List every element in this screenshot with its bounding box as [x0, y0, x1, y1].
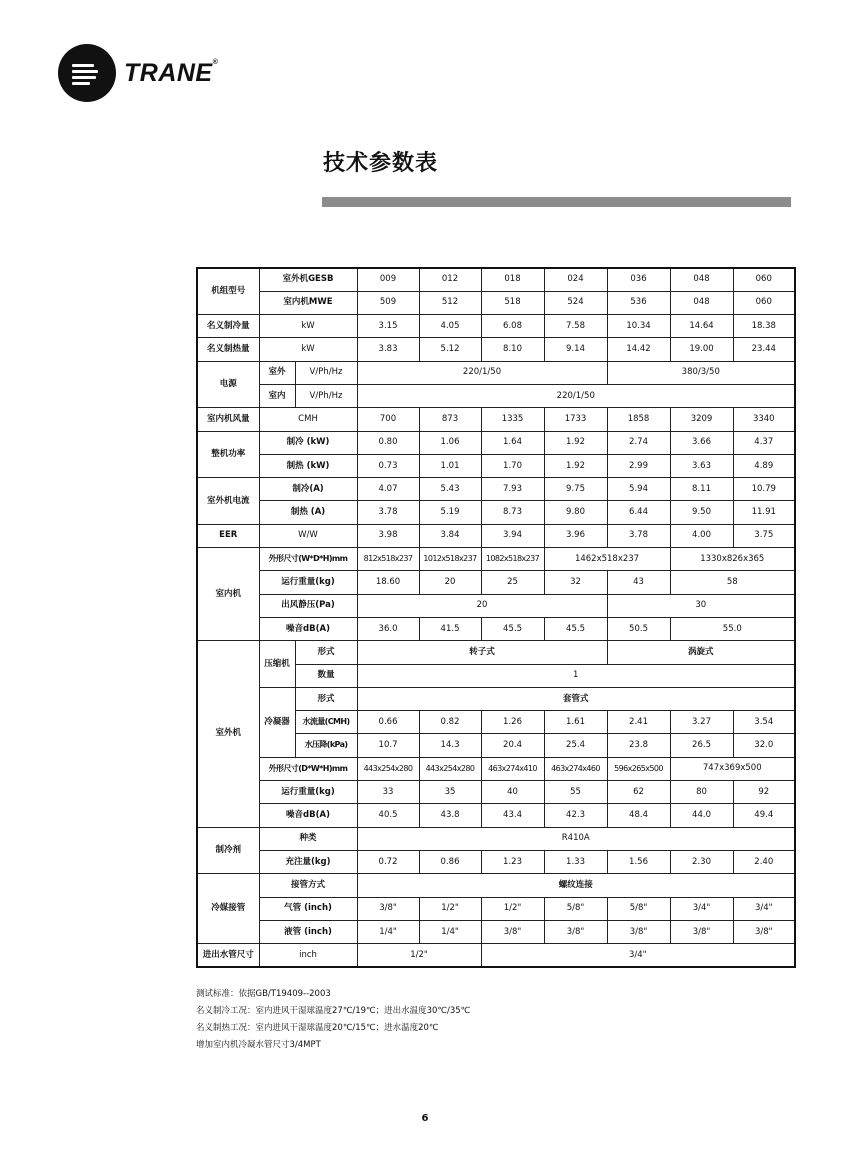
- table-row: [197, 268, 795, 291]
- table-cell: 1.26: [481, 711, 544, 734]
- table-cell: 1.61: [544, 711, 607, 734]
- table-cell: 220/1/50: [357, 361, 607, 384]
- table-row: [197, 571, 795, 594]
- row-label: 外形尺寸(W*D*H)mm: [259, 548, 357, 571]
- table-cell: 1.92: [544, 431, 607, 454]
- note-line: 名义制冷工况：室内进风干湿球温度27℃/19℃；进出水温度30℃/35℃: [196, 1006, 471, 1016]
- row-group-label: 室外机电流: [197, 478, 259, 525]
- table-cell: 14.64: [670, 315, 733, 338]
- table-row: [197, 431, 795, 454]
- row-group-label: 冷媒接管: [197, 874, 259, 944]
- table-cell: 25.4: [544, 734, 607, 757]
- table-row: [197, 315, 795, 338]
- table-cell: 26.5: [670, 734, 733, 757]
- table-cell: 10.79: [733, 478, 795, 501]
- table-cell: 43.4: [481, 804, 544, 827]
- table-cell: 10.34: [607, 315, 670, 338]
- row-unit: V/Ph/Hz: [295, 384, 357, 407]
- row-label: 水压降(kPa): [295, 734, 357, 757]
- row-label: 运行重量(kg): [259, 781, 357, 804]
- table-cell: 30: [607, 594, 795, 617]
- table-cell: 4.07: [357, 478, 419, 501]
- table-cell: 536: [607, 291, 670, 314]
- table-cell: 18.60: [357, 571, 419, 594]
- table-cell: 0.72: [357, 850, 419, 873]
- table-cell: 92: [733, 781, 795, 804]
- spec-table: [196, 267, 796, 968]
- table-cell: 3.96: [544, 524, 607, 547]
- table-cell: 19.00: [670, 338, 733, 361]
- table-cell: 80: [670, 781, 733, 804]
- table-cell: 060: [733, 268, 795, 291]
- table-row: [197, 874, 795, 897]
- table-row: [197, 548, 795, 571]
- row-label: 接管方式: [259, 874, 357, 897]
- table-cell: 涡旋式: [607, 641, 795, 664]
- table-cell: 3.78: [357, 501, 419, 524]
- table-cell: 4.89: [733, 454, 795, 477]
- table-row: [197, 617, 795, 640]
- table-cell: 转子式: [357, 641, 607, 664]
- row-label: 室内: [259, 384, 295, 407]
- table-cell: 1: [357, 664, 795, 687]
- table-cell: 1/4": [357, 920, 419, 943]
- table-cell: 0.80: [357, 431, 419, 454]
- table-cell: 8.73: [481, 501, 544, 524]
- table-cell: 20: [357, 594, 607, 617]
- table-cell: 1335: [481, 408, 544, 431]
- table-cell: 2.74: [607, 431, 670, 454]
- table-cell: 3/4": [733, 897, 795, 920]
- row-group-label: 制冷剂: [197, 827, 259, 874]
- table-cell: 49.4: [733, 804, 795, 827]
- row-group-label: 机组型号: [197, 268, 259, 315]
- table-row: [197, 850, 795, 873]
- row-unit: kW: [259, 315, 357, 338]
- table-cell: 23.44: [733, 338, 795, 361]
- table-cell: 23.8: [607, 734, 670, 757]
- table-row: [197, 524, 795, 547]
- table-cell: 3/8": [733, 920, 795, 943]
- table-cell: 380/3/50: [607, 361, 795, 384]
- table-cell: 509: [357, 291, 419, 314]
- table-cell: 3/4": [670, 897, 733, 920]
- row-label: 制冷(A): [259, 478, 357, 501]
- table-cell: 1012x518x237: [419, 548, 481, 571]
- table-cell: 3.83: [357, 338, 419, 361]
- row-group-label: 室内机风量: [197, 408, 259, 431]
- table-cell: 43: [607, 571, 670, 594]
- row-label: 数量: [295, 664, 357, 687]
- table-row: [197, 361, 795, 384]
- table-cell: 220/1/50: [357, 384, 795, 407]
- table-cell: 10.7: [357, 734, 419, 757]
- row-label: 制热 (A): [259, 501, 357, 524]
- table-cell: 1.01: [419, 454, 481, 477]
- table-row: [197, 897, 795, 920]
- table-cell: 62: [607, 781, 670, 804]
- table-cell: 3/8": [544, 920, 607, 943]
- table-cell: 40.5: [357, 804, 419, 827]
- title-rule: [322, 197, 791, 207]
- table-cell: 55.0: [670, 617, 795, 640]
- table-cell: 5/8": [544, 897, 607, 920]
- table-cell: 6.08: [481, 315, 544, 338]
- table-cell: 5.94: [607, 478, 670, 501]
- table-cell: 3209: [670, 408, 733, 431]
- row-label: 室内机MWE: [259, 291, 357, 314]
- table-cell: 873: [419, 408, 481, 431]
- brand-name: TRANE®: [124, 58, 219, 87]
- table-cell: 443x254x280: [357, 757, 419, 780]
- table-cell: 1/2": [481, 897, 544, 920]
- table-cell: 1/4": [419, 920, 481, 943]
- trane-logo: [58, 44, 218, 102]
- table-cell: 1462x518x237: [544, 548, 670, 571]
- row-label: 气管 (inch): [259, 897, 357, 920]
- row-label: 充注量(kg): [259, 850, 357, 873]
- row-group-label: 室内机: [197, 548, 259, 641]
- row-unit: CMH: [259, 408, 357, 431]
- table-cell: 5.43: [419, 478, 481, 501]
- table-cell: 3.66: [670, 431, 733, 454]
- row-label: 压缩机: [259, 641, 295, 688]
- page-title: 技术参数表: [323, 151, 439, 176]
- table-cell: 20: [419, 571, 481, 594]
- table-row: [197, 757, 795, 780]
- table-cell: 048: [670, 268, 733, 291]
- table-cell: 2.99: [607, 454, 670, 477]
- row-unit: V/Ph/Hz: [295, 361, 357, 384]
- table-row: [197, 501, 795, 524]
- table-cell: 3/8": [670, 920, 733, 943]
- table-cell: 9.80: [544, 501, 607, 524]
- table-cell: 018: [481, 268, 544, 291]
- note-line: 测试标准：依据GB/T19409--2003: [196, 989, 331, 999]
- table-cell: 3.27: [670, 711, 733, 734]
- table-cell: 0.73: [357, 454, 419, 477]
- table-cell: 20.4: [481, 734, 544, 757]
- row-group-label: 进出水管尺寸: [197, 944, 259, 967]
- row-label: 运行重量(kg): [259, 571, 357, 594]
- table-cell: 5.19: [419, 501, 481, 524]
- table-cell: 9.50: [670, 501, 733, 524]
- table-cell: 2.41: [607, 711, 670, 734]
- table-cell: 45.5: [481, 617, 544, 640]
- table-cell: 5.12: [419, 338, 481, 361]
- table-cell: 012: [419, 268, 481, 291]
- row-label: 形式: [295, 687, 357, 710]
- row-label: 室外: [259, 361, 295, 384]
- table-cell: 25: [481, 571, 544, 594]
- table-cell: 1858: [607, 408, 670, 431]
- row-label: 制冷 (kW): [259, 431, 357, 454]
- table-row: [197, 594, 795, 617]
- table-row: [197, 827, 795, 850]
- table-cell: 2.30: [670, 850, 733, 873]
- row-label: 液管 (inch): [259, 920, 357, 943]
- table-cell: 1.70: [481, 454, 544, 477]
- table-cell: 3.84: [419, 524, 481, 547]
- table-cell: 40: [481, 781, 544, 804]
- table-cell: 14.3: [419, 734, 481, 757]
- table-cell: 32: [544, 571, 607, 594]
- table-cell: 螺纹连接: [357, 874, 795, 897]
- table-row: [197, 804, 795, 827]
- trane-logo-icon: [58, 44, 116, 102]
- table-cell: R410A: [357, 827, 795, 850]
- table-cell: 9.75: [544, 478, 607, 501]
- table-cell: 3.63: [670, 454, 733, 477]
- table-cell: 1/2": [357, 944, 481, 967]
- table-cell: 41.5: [419, 617, 481, 640]
- table-cell: 8.11: [670, 478, 733, 501]
- table-cell: 812x518x237: [357, 548, 419, 571]
- table-cell: 1082x518x237: [481, 548, 544, 571]
- row-label: 出风静压(Pa): [259, 594, 357, 617]
- table-cell: 463x274x410: [481, 757, 544, 780]
- row-group-label: 名义制热量: [197, 338, 259, 361]
- note-line: 增加室内机冷凝水管尺寸3/4MPT: [196, 1040, 321, 1050]
- table-cell: 1.92: [544, 454, 607, 477]
- row-label: 噪音dB(A): [259, 804, 357, 827]
- table-cell: 1330x826x365: [670, 548, 795, 571]
- row-label: 制热 (kW): [259, 454, 357, 477]
- table-cell: 7.93: [481, 478, 544, 501]
- table-cell: 0.86: [419, 850, 481, 873]
- table-cell: 3/8": [357, 897, 419, 920]
- table-cell: 3.54: [733, 711, 795, 734]
- row-label: 噪音dB(A): [259, 617, 357, 640]
- table-cell: 3.98: [357, 524, 419, 547]
- table-cell: 5/8": [607, 897, 670, 920]
- table-row: [197, 641, 795, 664]
- table-row: [197, 687, 795, 710]
- table-cell: 4.05: [419, 315, 481, 338]
- table-cell: 3/8": [607, 920, 670, 943]
- table-cell: 18.38: [733, 315, 795, 338]
- table-cell: 14.42: [607, 338, 670, 361]
- table-row: [197, 920, 795, 943]
- row-label: 室外机GESB: [259, 268, 357, 291]
- table-cell: 35: [419, 781, 481, 804]
- table-cell: 32.0: [733, 734, 795, 757]
- table-cell: 009: [357, 268, 419, 291]
- table-cell: 36.0: [357, 617, 419, 640]
- table-row: [197, 384, 795, 407]
- row-group-label: EER: [197, 524, 259, 547]
- table-row: [197, 944, 795, 967]
- table-cell: 0.66: [357, 711, 419, 734]
- table-cell: 4.00: [670, 524, 733, 547]
- table-cell: 0.82: [419, 711, 481, 734]
- table-cell: 3.75: [733, 524, 795, 547]
- table-cell: 套管式: [357, 687, 795, 710]
- table-cell: 596x265x500: [607, 757, 670, 780]
- table-cell: 58: [670, 571, 795, 594]
- row-label: 形式: [295, 641, 357, 664]
- table-cell: 700: [357, 408, 419, 431]
- table-cell: 048: [670, 291, 733, 314]
- table-cell: 33: [357, 781, 419, 804]
- row-label: 外形尺寸(D*W*H)mm: [259, 757, 357, 780]
- table-cell: 1733: [544, 408, 607, 431]
- table-row: [197, 454, 795, 477]
- table-cell: 11.91: [733, 501, 795, 524]
- table-cell: 7.58: [544, 315, 607, 338]
- row-label: 水流量(CMH): [295, 711, 357, 734]
- row-unit: inch: [259, 944, 357, 967]
- table-cell: 1.06: [419, 431, 481, 454]
- table-cell: 1/2": [419, 897, 481, 920]
- table-cell: 55: [544, 781, 607, 804]
- table-row: [197, 338, 795, 361]
- table-cell: 45.5: [544, 617, 607, 640]
- table-cell: 50.5: [607, 617, 670, 640]
- table-cell: 747x369x500: [670, 757, 795, 780]
- page-number: 6: [421, 1113, 429, 1124]
- row-group-label: 名义制冷量: [197, 315, 259, 338]
- table-cell: 060: [733, 291, 795, 314]
- table-cell: 42.3: [544, 804, 607, 827]
- table-cell: 3/8": [481, 920, 544, 943]
- row-label: 冷凝器: [259, 687, 295, 757]
- table-cell: 3.94: [481, 524, 544, 547]
- table-cell: 1.64: [481, 431, 544, 454]
- notes: [196, 986, 470, 1054]
- table-cell: 9.14: [544, 338, 607, 361]
- table-cell: 443x254x280: [419, 757, 481, 780]
- row-unit: kW: [259, 338, 357, 361]
- table-cell: 1.23: [481, 850, 544, 873]
- table-cell: 524: [544, 291, 607, 314]
- note-line: 名义制热工况：室内进风干湿球温度20℃/15℃；进水温度20℃: [196, 1023, 439, 1033]
- table-cell: 8.10: [481, 338, 544, 361]
- table-cell: 4.37: [733, 431, 795, 454]
- table-cell: 3.15: [357, 315, 419, 338]
- table-cell: 48.4: [607, 804, 670, 827]
- row-unit: W/W: [259, 524, 357, 547]
- row-group-label: 整机功率: [197, 431, 259, 478]
- row-label: 种类: [259, 827, 357, 850]
- table-cell: 3.78: [607, 524, 670, 547]
- table-cell: 036: [607, 268, 670, 291]
- table-row: [197, 478, 795, 501]
- row-group-label: 室外机: [197, 641, 259, 827]
- table-cell: 518: [481, 291, 544, 314]
- table-cell: 6.44: [607, 501, 670, 524]
- table-cell: 512: [419, 291, 481, 314]
- table-cell: 1.56: [607, 850, 670, 873]
- table-cell: 1.33: [544, 850, 607, 873]
- table-cell: 3340: [733, 408, 795, 431]
- table-row: [197, 291, 795, 314]
- table-cell: 3/4": [481, 944, 795, 967]
- table-cell: 463x274x460: [544, 757, 607, 780]
- table-cell: 43.8: [419, 804, 481, 827]
- row-group-label: 电源: [197, 361, 259, 408]
- table-cell: 2.40: [733, 850, 795, 873]
- table-row: [197, 781, 795, 804]
- table-row: [197, 408, 795, 431]
- table-cell: 44.0: [670, 804, 733, 827]
- table-cell: 024: [544, 268, 607, 291]
